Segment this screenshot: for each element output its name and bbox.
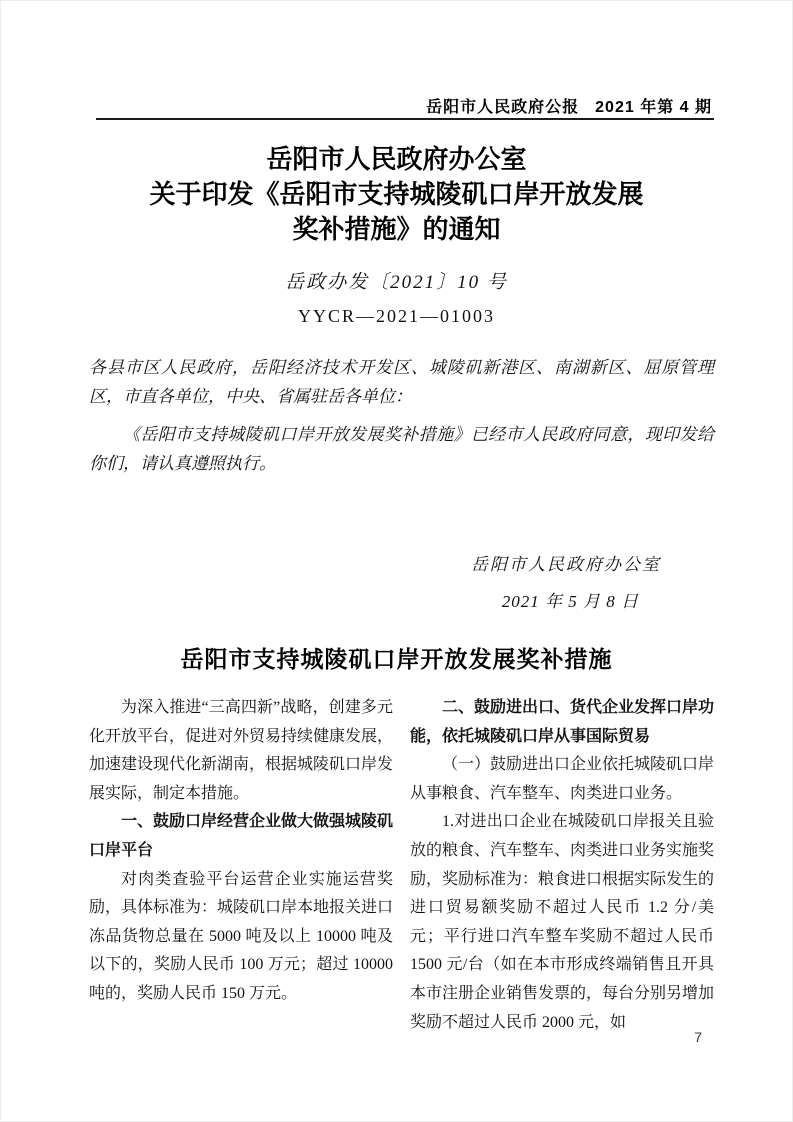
notice-title <box>41 142 752 247</box>
salutation-paragraph: 各县市区人民政府，岳阳经济技术开发区、城陵矶新港区、南湖新区、屈原管理区，市直各单位，中央、省属驻岳各单位： <box>89 358 714 406</box>
gazette-header <box>426 94 712 117</box>
doc-code: YYCR—2021—01003 <box>297 306 495 326</box>
notice-title-line-3: 奖补措施》的通知 <box>292 215 501 244</box>
notice-body <box>89 353 714 478</box>
column-left <box>89 694 393 1037</box>
gazette-issue: 2021 年第 4 期 <box>595 99 712 116</box>
paragraph-section-2-heading: 二、鼓励进出口、货代企业发挥口岸功能，依托城陵矶口岸从事国际贸易 <box>410 699 715 745</box>
header-rule <box>96 118 714 120</box>
measures-title: 岳阳市支持城陵矶口岸开放发展奖补措施 <box>180 647 613 672</box>
paragraph-section-1-body: 对肉类查验平台运营企业实施运营奖励，具体标准为：城陵矶口岸本地报关进口冻品货物总量在 5000 吨及以上 10000 吨及以下的，奖励人民币 100 万元；超过 10000 吨的，奖励人民币 150 万元。 <box>89 870 394 1002</box>
signature-date: 2021 年 5 月 8 日 <box>501 592 639 611</box>
doc-number: 岳政办发〔2021〕10 号 <box>285 272 508 293</box>
gazette-name: 岳阳市人民政府公报 <box>426 99 580 116</box>
notice-title-line-1: 岳阳市人民政府办公室 <box>266 145 527 174</box>
signature-name: 岳阳市人民政府办公室 <box>471 555 661 574</box>
paragraph-intro: 为深入推进“三高四新”战略，创建多元化开放平台，促进对外贸易持续健康发展，加速建设现代化新湖南，根据城陵矶口岸发展实际，制定本措施。 <box>89 699 394 802</box>
paragraph-section-2-item-1: （一）鼓励进出口企业依托城陵矶口岸从事粮食、汽车整车、肉类进口业务。 <box>410 756 715 802</box>
page-number: 7 <box>694 1029 702 1045</box>
body-paragraph: 《岳阳市支持城陵矶口岸开放发展奖补措施》已经市人民政府同意，现印发给你们，请认真遵照执行。 <box>89 425 714 473</box>
measures-columns <box>89 694 714 1037</box>
paragraph-section-1-heading: 一、鼓励口岸经营企业做大做强城陵矶口岸平台 <box>89 813 394 859</box>
column-right <box>410 694 714 1037</box>
notice-title-line-2: 关于印发《岳阳市支持城陵矶口岸开放发展 <box>149 180 644 209</box>
paragraph-section-2-item-1-detail: 1.对进出口企业在城陵矶口岸报关且验放的粮食、汽车整车、肉类进口业务实施奖励，奖励标准为：粮食进口根据实际发生的进口贸易额奖励不超过人民币 1.2 分/美元；平行进口汽车整车奖励不超过人民币 1500 元/台（如在本市形成终端销售且开具本市注册企业销售发票的，每台分别另增加奖励不超过人民币 2000 元，如 <box>410 813 715 1031</box>
